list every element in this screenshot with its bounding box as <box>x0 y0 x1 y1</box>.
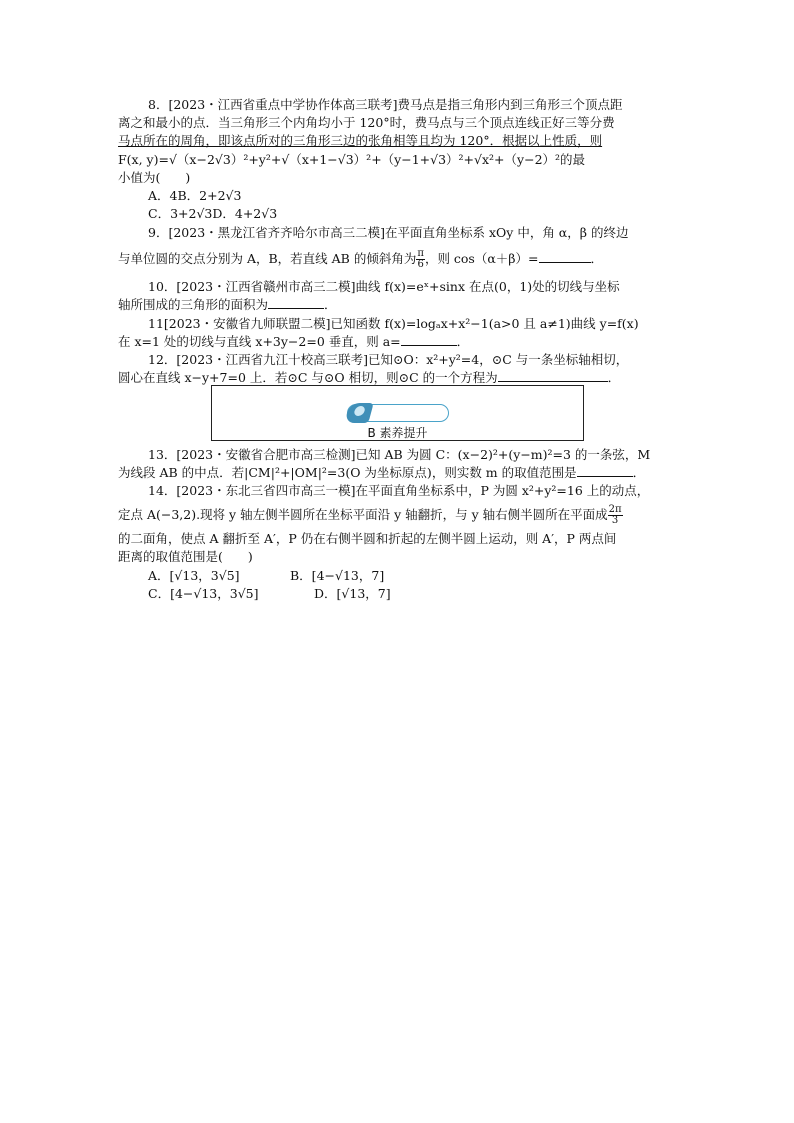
q14-frac-den: 3 <box>611 515 619 526</box>
q13-line-2-end: ． <box>632 465 646 480</box>
q10-answer-blank[interactable] <box>268 296 324 309</box>
section-title: B 素养提升 <box>367 426 428 440</box>
q14-line-2-text: 定点 A(−3,2).现将 y 轴左侧半圆所在坐标平面沿 y 轴翻折，与 y 轴右侧半圆所在平面成 <box>118 507 608 522</box>
q11-line-1: 11[2023・安徽省九师联盟二模]已知函数 f(x)=logₐx+x²−1(a>0 且 a≠1)曲线 y=f(x) <box>148 316 639 331</box>
q10-line-2-text: 轴所围成的三角形的面积为 <box>118 297 269 312</box>
q11-line-2-text: 在 x=1 处的切线与直线 x+3y−2=0 垂直，则 a= <box>118 334 401 349</box>
q9-frac-num: π <box>417 248 424 259</box>
q8-line-1: 8．[2023・江西省重点中学协作体高三联考]费马点是指三角形内到三角形三个顶点距 <box>148 97 623 112</box>
q14-line-2 <box>118 505 623 526</box>
section-badge-icon <box>344 403 373 423</box>
q13-line-1: 13．[2023・安徽省合肥市高三检测]已知 AB 为圆 C：(x−2)²+(y−m)²=3 的一条弦，M <box>148 447 651 462</box>
q11-line-2 <box>118 333 469 351</box>
q10-line-1: 10．[2023・江西省赣州市高三二模]曲线 f(x)=eˣ+sinx 在点(0，1)处的切线与坐标 <box>148 279 620 294</box>
q9-line-2-mid: ，则 cos（α＋β）= <box>424 251 539 266</box>
q8-line-5: 小值为( ) <box>118 170 191 185</box>
q12-line-1: 12．[2023・江西省九江十校高三联考]已知⊙O：x²+y²=4，⊙C 与一条坐标轴相切， <box>148 352 629 367</box>
q13-line-2 <box>118 464 645 482</box>
q11-line-2-end: ． <box>456 334 470 349</box>
q12-line-2-text: 圆心在直线 x−y+7=0 上．若⊙C 与⊙O 相切，则⊙C 的一个方程为 <box>118 370 498 385</box>
section-pill <box>347 404 449 422</box>
q9-line-2-start: 与单位圆的交点分别为 A，B，若直线 AB 的倾斜角为 <box>118 251 417 266</box>
q8-line-2: 离之和最小的点．当三角形三个内角均小于 120°时，费马点与三个顶点连线正好三等分费 <box>118 115 615 130</box>
q10-line-2-end: ． <box>324 297 337 312</box>
q9-line-2 <box>118 249 603 270</box>
q8-line-3: 马点所在的周角，即该点所对的三角形三边的张角相等且均为 120°．根据以上性质，则 <box>118 133 603 148</box>
q14-fraction <box>608 505 623 526</box>
q8-options-cd: C．3+2√3D．4+2√3 <box>148 206 278 221</box>
q12-line-2-end: ． <box>607 370 621 385</box>
q13-line-2-text: 为线段 AB 的中点．若|CM|²+|OM|²=3(O 为坐标原点)，则实数 m 的取值范围是 <box>118 465 577 480</box>
q9-frac-den: 6 <box>417 259 424 270</box>
q14-frac-num: 2π <box>608 504 622 515</box>
q11-answer-blank[interactable] <box>401 333 457 346</box>
q12-answer-blank[interactable] <box>498 369 608 382</box>
q9-line-1: 9．[2023・黑龙江省齐齐哈尔市高三二模]在平面直角坐标系 xOy 中，角 α，β 的终边 <box>148 225 629 240</box>
q8-line-4: F(x, y)=√（x−2√3）²+y²+√（x+1−√3）²+（y−1+√3）²+√x²+（y−2）²的最 <box>118 152 586 167</box>
q14-option-c: C．[4−√13，3√5] <box>148 586 259 601</box>
q14-option-a: A．[√13，3√5] <box>148 568 240 583</box>
q9-answer-blank[interactable] <box>539 250 591 263</box>
q14-option-b: B．[4−√13，7] <box>290 568 385 583</box>
q13-answer-blank[interactable] <box>577 464 633 477</box>
q9-line-2-end: ． <box>590 251 604 266</box>
q8-options-ab: A．4B．2+2√3 <box>148 188 242 203</box>
q14-option-d: D．[√13，7] <box>314 586 391 601</box>
q14-line-1: 14．[2023・东北三省四市高三一模]在平面直角坐标系中，P 为圆 x²+y²=16 上的动点， <box>148 483 650 498</box>
q10-line-2 <box>118 296 337 314</box>
q14-line-4: 距离的取值范围是( ) <box>118 549 253 564</box>
q9-fraction <box>416 249 425 270</box>
q14-line-3: 的二面角，使点 A 翻折至 A′，P 仍在右侧半圆和折起的左侧半圆上运动，则 A′，P 两点间 <box>118 531 617 546</box>
section-header-box <box>211 385 584 441</box>
